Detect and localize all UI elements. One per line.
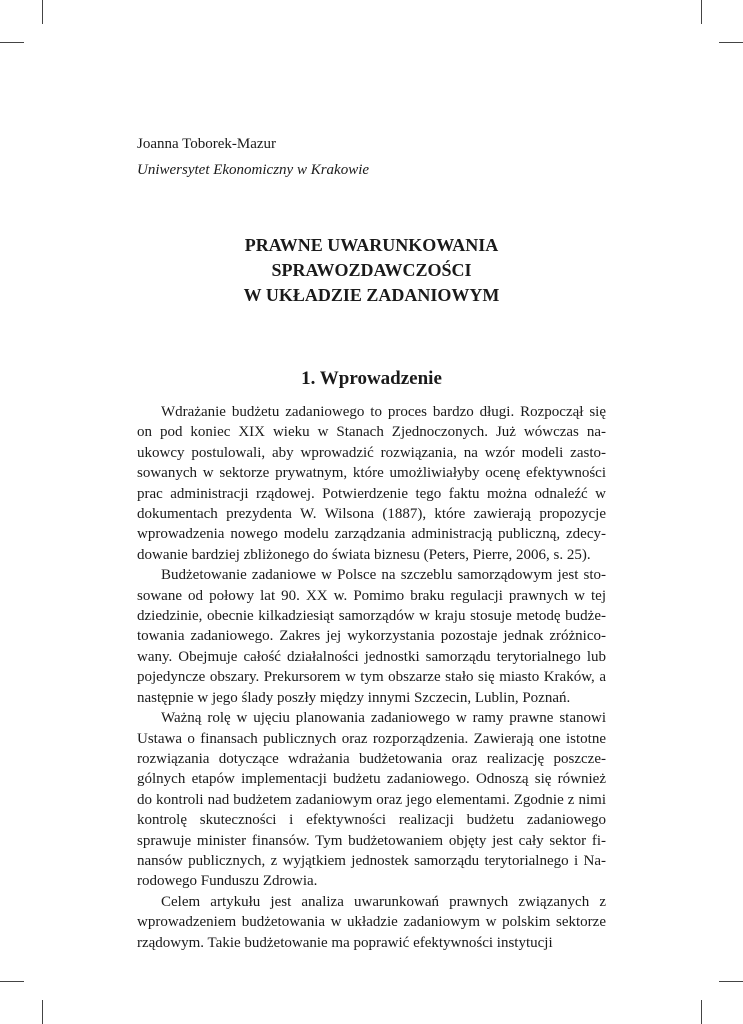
section-heading: 1. Wprowadzenie [301, 368, 442, 389]
paragraph: Wdrażanie budżetu zadaniowego to proces bardzo długi. Rozpoczął się on pod koniec XIX wieku w Stanach Zjednoczonych. Już wówczas naukowcy postulowali, aby wprowadzić rozwiązania, na wzór modeli zastosowanych w sektorze prywatnym, które umożliwiałyby ocenę efektywności prac administracji rządowej. Potwierdzenie tego faktu można odnaleźć w dokumentach prezydenta W. Wilsona (1887), które zawierają propozycje wprowadzenia nowego modelu zarządzania administracją publiczną, zdecydowanie bardziej zbliżonego do świata biznesu (Peters, Pierre, 2006, s. 25). [137, 404, 606, 563]
crop-mark-right-top [719, 42, 743, 43]
crop-mark-bottom-right [701, 1000, 702, 1024]
title-line-1: PRAWNE UWARUNKOWANIA [244, 235, 499, 255]
crop-mark-top-right [701, 0, 702, 24]
article-title [137, 233, 606, 308]
crop-mark-top-left [42, 0, 43, 24]
crop-mark-left-top [0, 42, 24, 43]
crop-mark-bottom-left [42, 1000, 43, 1024]
author-affiliation: Uniwersytet Ekonomiczny w Krakowie [137, 162, 370, 178]
title-line-3: W UKŁADZIE ZADANIOWYM [243, 285, 500, 305]
crop-mark-right-bottom [719, 981, 743, 982]
paragraph: Celem artykułu jest analiza uwarunkowań prawnych związanych z wprowadzeniem budżetowania w układzie zadaniowym w polskim sektorze rządowym. Takie budżetowanie ma poprawić efektywności instytucji [137, 893, 606, 951]
article-body [137, 402, 606, 953]
paragraph: Ważną rolę w ujęciu planowania zadaniowego w ramy prawne stanowi Ustawa o finansach publicznych oraz rozporządzenia. Zawierają one istotne rozwiązania dotyczące wdrażania budżetowania oraz realizację poszczególnych etapów implementacji budżetu zadaniowego. Odnoszą się również do kontroli nad budżetem zadaniowym oraz jego elementami. Zgodnie z nimi kontrolę skuteczności i efektywności realizacji budżetu zadaniowego sprawuje minister finansów. Tym budżetowaniem objęty jest cały sektor finansów publicznych, z wyjątkiem jednostek samorządu terytorialnego i Narodowego Funduszu Zdrowia. [137, 710, 606, 890]
crop-mark-left-bottom [0, 981, 24, 982]
author-name: Joanna Toborek-Mazur [137, 136, 277, 152]
title-line-2: SPRAWOZDAWCZOŚCI [271, 260, 472, 280]
paragraph: Budżetowanie zadaniowe w Polsce na szczeblu samorządowym jest stosowane od połowy lat 90. XX w. Pomimo braku regulacji prawnych w tej dziedzinie, obecnie kilkadziesiąt samorządów w kraju stosuje metodę budżetowania zadaniowego. Zakres jej wykorzystania pozostaje jednak zróżnicowany. Obejmuje całość działalności jednostki samorządu terytorialnego lub pojedyncze obszary. Prekursorem w tym obszarze stało się miasto Kraków, a następnie w jego ślady poszły między innymi Szczecin, Lublin, Poznań. [137, 567, 606, 706]
